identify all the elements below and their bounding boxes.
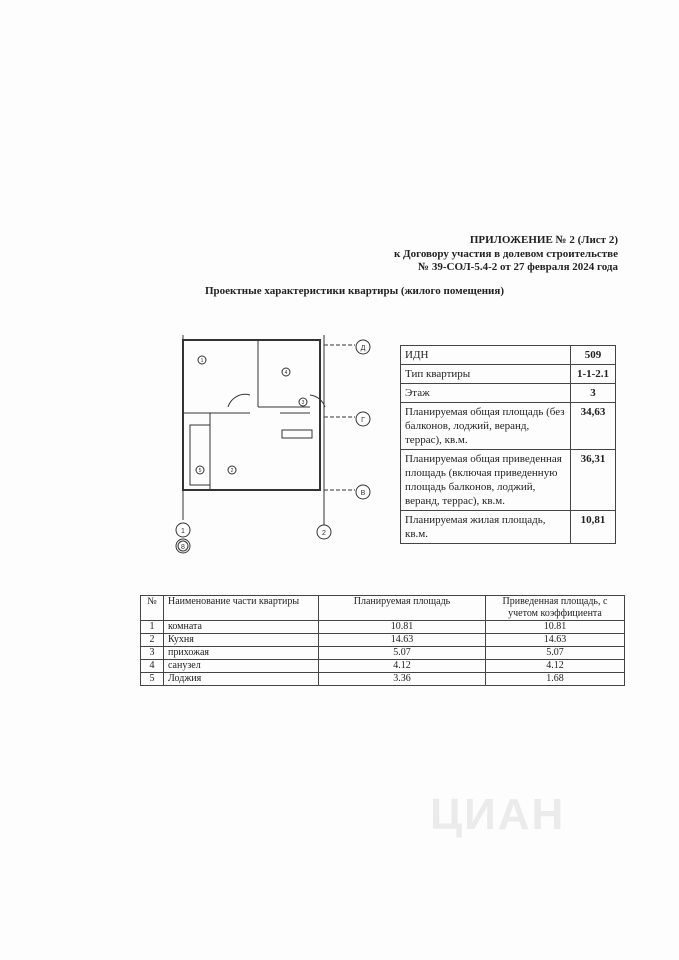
room-marker-3 xyxy=(299,398,307,406)
room-marker-5 xyxy=(196,466,204,474)
svg-text:2: 2 xyxy=(322,530,326,537)
column-header: № xyxy=(141,596,164,621)
cell: 14.63 xyxy=(486,634,625,647)
info-value: 3 xyxy=(571,384,616,403)
table-row xyxy=(401,511,616,544)
cell: санузел xyxy=(164,660,319,673)
info-value: 34,63 xyxy=(571,403,616,450)
cell: 14.63 xyxy=(319,634,486,647)
svg-text:5: 5 xyxy=(198,468,202,474)
cell: 4 xyxy=(141,660,164,673)
table-row xyxy=(141,621,625,634)
table-row xyxy=(141,660,625,673)
watermark-logo: ЦИАН xyxy=(430,790,566,839)
cell: комната xyxy=(164,621,319,634)
contract-ref: к Договору участия в долевом строительстве xyxy=(393,248,618,260)
svg-text:2: 2 xyxy=(230,468,234,474)
axis-marker-2 xyxy=(317,525,331,539)
svg-text:4: 4 xyxy=(284,370,288,376)
table-row xyxy=(401,403,616,450)
svg-text:Д: Д xyxy=(360,345,366,352)
table-row xyxy=(401,365,616,384)
cell: 5.07 xyxy=(486,647,625,660)
appendix-title: ПРИЛОЖЕНИЕ № 2 (Лист 2) xyxy=(469,234,618,246)
cell: 3.36 xyxy=(319,673,486,686)
svg-text:3: 3 xyxy=(301,400,305,406)
table-row xyxy=(141,673,625,686)
info-label: Тип квартиры xyxy=(401,365,571,384)
info-value: 509 xyxy=(571,346,616,365)
contract-number: № 39-СОЛ-5.4-2 от 27 февраля 2024 года xyxy=(418,261,618,273)
table-row xyxy=(401,450,616,511)
cell: 10.81 xyxy=(486,621,625,634)
room-marker-1 xyxy=(198,356,206,364)
rooms-table xyxy=(140,595,625,686)
cell: Кухня xyxy=(164,634,319,647)
info-label: Планируемая общая приведенная площадь (включая приведенную площадь балконов, лоджий, веранд, террас), кв.м. xyxy=(401,450,571,511)
table-row xyxy=(401,384,616,403)
cell: 10.81 xyxy=(319,621,486,634)
info-value: 10,81 xyxy=(571,511,616,544)
room-marker-2 xyxy=(228,466,236,474)
cell: 4.12 xyxy=(319,660,486,673)
cell: 5.07 xyxy=(319,647,486,660)
table-row xyxy=(401,346,616,365)
info-label: Планируемая общая площадь (без балконов, лоджий, веранд, террас), кв.м. xyxy=(401,403,571,450)
room-marker-4 xyxy=(282,368,290,376)
cell: Лоджия xyxy=(164,673,319,686)
table-row xyxy=(141,634,625,647)
section-title: Проектные характеристики квартиры (жилого помещения) xyxy=(205,285,504,297)
info-value: 1-1-2.1 xyxy=(571,365,616,384)
info-label: Планируемая жилая площадь, кв.м. xyxy=(401,511,571,544)
axis-marker-1 xyxy=(176,523,190,537)
cell: 5 xyxy=(141,673,164,686)
info-label: ИДН xyxy=(401,346,571,365)
cell: прихожая xyxy=(164,647,319,660)
cell: 1 xyxy=(141,621,164,634)
cell: 4.12 xyxy=(486,660,625,673)
axis-marker-8 xyxy=(176,539,190,553)
column-header: Приведенная площадь, с учетом коэффициента xyxy=(486,596,625,621)
table-row xyxy=(141,647,625,660)
svg-text:В: В xyxy=(360,490,366,497)
column-header: Наименование части квартиры xyxy=(164,596,319,621)
svg-text:8: 8 xyxy=(181,544,185,551)
info-label: Этаж xyxy=(401,384,571,403)
svg-text:1: 1 xyxy=(181,528,185,535)
axis-marker-d xyxy=(356,340,370,354)
floor-plan xyxy=(170,335,390,560)
axis-marker-g xyxy=(356,412,370,426)
info-value: 36,31 xyxy=(571,450,616,511)
axis-marker-v xyxy=(356,485,370,499)
svg-text:1: 1 xyxy=(200,358,204,364)
cell: 3 xyxy=(141,647,164,660)
svg-text:Г: Г xyxy=(361,417,365,424)
table-header-row xyxy=(141,596,625,621)
cell: 2 xyxy=(141,634,164,647)
column-header: Планируемая площадь xyxy=(319,596,486,621)
apartment-info-table xyxy=(400,345,616,544)
cell: 1.68 xyxy=(486,673,625,686)
